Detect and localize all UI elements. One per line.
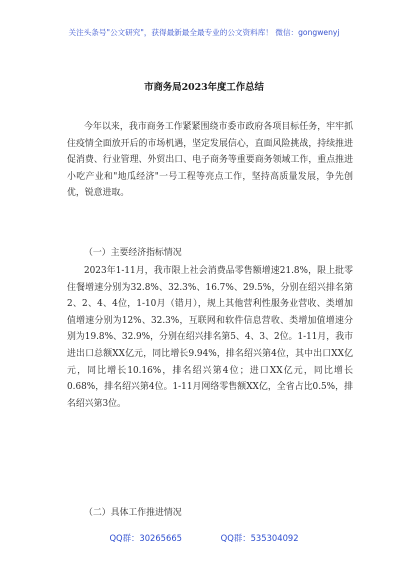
footer-qq-group-2: QQ群：535304092 <box>220 533 299 543</box>
footer-contact <box>0 532 408 544</box>
section-heading-main-indicators: （一）主要经济指标情况 <box>84 248 182 258</box>
document-title: 市商务局2023年度工作总结 <box>144 82 264 93</box>
footer-qq-group-1: QQ群：30265665 <box>109 533 182 543</box>
header-promo-note: 关注头条号"公文研究"，获得最新最全最专业的公文资料库！ 微信：gongwenyj <box>68 28 340 37</box>
indicators-paragraph: 2023年1-11月，我市限上社会消费品零售额增速21.8%，限上批零住餐增速分别为32.8%、32.3%、16.7%、29.5%，分别在绍兴排名第2、2、4、4位，1-10月（错月），规上其他营利性服务业营收、类增加值增速分别为12%、32.3%，互联网和软件信息营收、类增加值增速分别为19.8%、32.9%，分别在绍兴排名第5、4、3、2位。1-11月，我市进出口总额XX亿元，同比增长9.94%，排名绍兴第4位，其中出口XX亿元，同比增长10.16%，排名绍兴第4位；进口XX亿元，同比增长0.68%，排名绍兴第4位。1-11月网络零售额XX亿，全省占比0.5%，排名绍兴第3位。 <box>67 266 353 409</box>
section-heading-work-progress: （二）具体工作推进情况 <box>84 508 182 518</box>
intro-paragraph: 今年以来，我市商务工作紧紧围绕市委市政府各项目标任务，牢牢抓住疫情全面放开后的市场机遇，坚定发展信心，直面风险挑战，持续推进促消费、行业管理、外贸出口、电子商务等重要商务领域工作，重点推进小吃产业和"地瓜经济"一号工程等亮点工作，坚持高质量发展，争先创优，锐意进取。 <box>67 122 353 199</box>
